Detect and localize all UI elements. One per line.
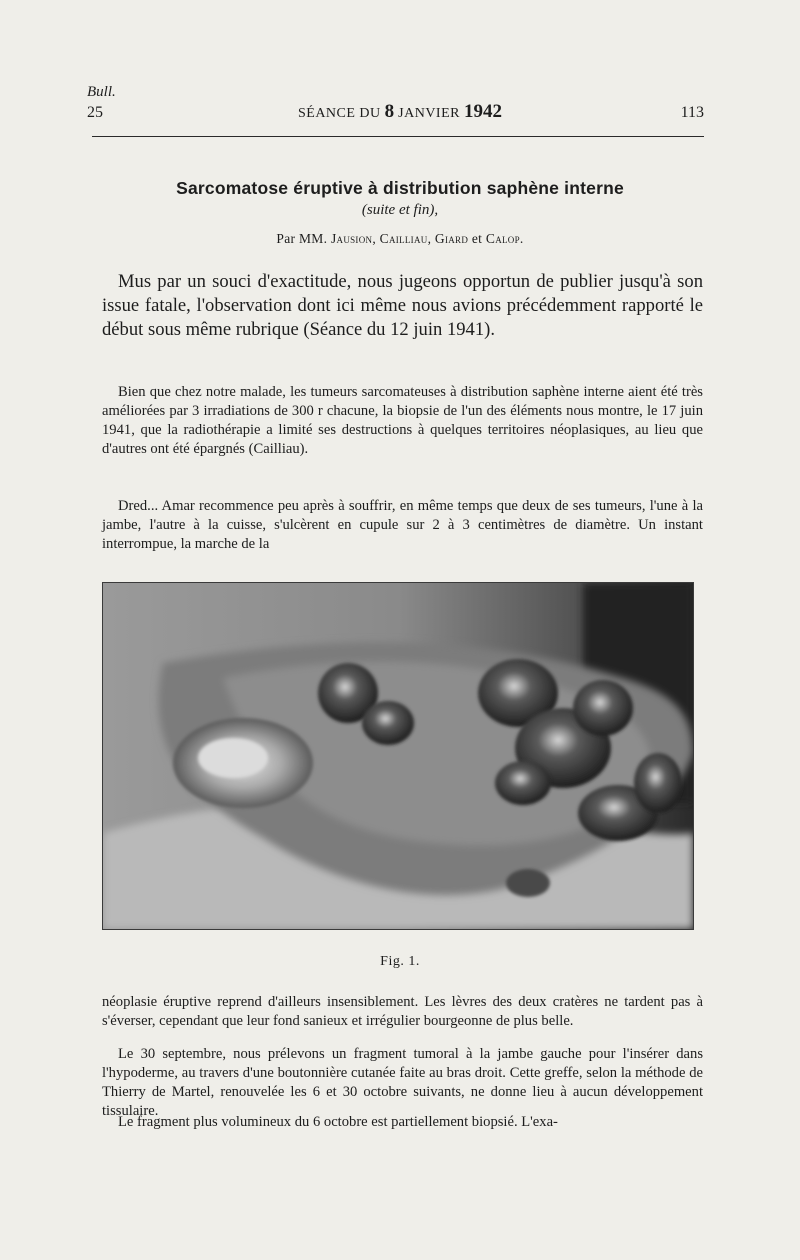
page-number: 113: [680, 104, 704, 121]
authors-prefix: Par MM.: [276, 231, 328, 246]
tumor-photo-image: [103, 583, 693, 929]
paragraph-body: Le 30 septembre, nous prélevons un fragment tumoral à la jambe gauche pour l'insérer dans l'hypoderme, au travers d'une boutonnière cutanée faite au bras droit. Cette greffe, selon la méthode de Thierry de Martel, renouvelée les 6 et 30 octobre suivants, ne donne lieu à aucun développement tissulaire.: [102, 1046, 703, 1119]
running-head-prefix: SÉANCE DU: [297, 106, 381, 121]
paragraph-body: néoplasie éruptive reprend d'ailleurs insensiblement. Les lèvres des deux cratères ne tardent pas à s'éverser, cependant que leur fond sanieux et irrégulier bourgeonne de plus belle.: [102, 994, 703, 1029]
running-head-day: 8: [384, 101, 395, 122]
paragraph-body: Le fragment plus volumineux du 6 octobre est partiellement biopsié. L'exa-: [118, 1114, 558, 1130]
article-subtitle: [0, 202, 800, 219]
issue-number: 25: [87, 104, 103, 121]
paragraph-intro: Mus par un souci d'exactitude, nous jugeons opportun de publier jusqu'à son issue fatale, l'observation dont ici même nous avions précédemment rapporté le début sous même rubrique (Séance du 12 juin 1941).: [102, 271, 703, 340]
authors-names: Jausion, Cailliau, Giard: [330, 231, 469, 246]
article-title: Sarcomatose éruptive à distribution saphène interne: [176, 178, 624, 198]
author-last: Calop.: [485, 231, 524, 246]
clinical-photograph: [102, 582, 694, 930]
figure-caption: Fig. 1.: [380, 954, 420, 969]
authors-conj: et: [471, 231, 483, 246]
journal-abbrev: Bull.: [87, 84, 116, 100]
running-head-year: 1942: [464, 101, 502, 122]
subtitle-text: (suite et fin),: [361, 202, 439, 218]
article-authors: [0, 231, 800, 247]
header-rule: [92, 136, 704, 137]
running-head-month: JANVIER: [398, 106, 460, 121]
paragraph-body: Dred... Amar recommence peu après à souffrir, en même temps que deux de ses tumeurs, l'une à la jambe, l'autre à la cuisse, s'ulcèrent en cupule sur 2 à 3 centimètres de diamètre. Un instant interrompue, la marche de la: [102, 498, 703, 552]
paragraph-body: Bien que chez notre malade, les tumeurs sarcomateuses à distribution saphène interne aient été très améliorées par 3 irradiations de 300 r chacune, la biopsie de l'un des éléments nous montre, le 17 juin 1941, que la radiothérapie a limité ses destructions à quelques territoires néoplasiques, au lieu que d'autres ont été épargnés (Cailliau).: [102, 384, 703, 457]
